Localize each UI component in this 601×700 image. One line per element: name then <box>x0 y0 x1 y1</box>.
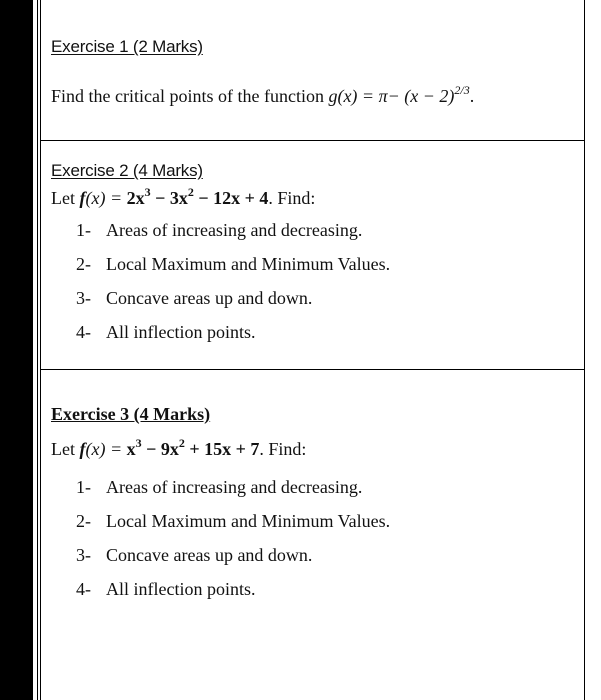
left-border-rule <box>37 0 38 700</box>
exercise-1-function: g(x) = π− (x − 2) <box>328 86 455 106</box>
exercise-3-title: Exercise 3 (4 Marks) <box>51 404 211 424</box>
exercise-3-function-line <box>51 436 307 460</box>
exercise-3-item-3-num: 3- <box>76 545 91 565</box>
section-divider-2 <box>41 369 584 370</box>
exercise-3-term1: x <box>126 439 136 459</box>
left-border-rule-inner <box>40 0 41 700</box>
left-black-edge <box>0 0 33 700</box>
exercise-3-item-3-text: Concave areas up and down. <box>106 545 313 565</box>
exercise-3-item-1-text: Areas of increasing and decreasing. <box>106 477 363 497</box>
exercise-2-term2: − 3x <box>150 188 188 208</box>
exercise-2-item-4-text: All inflection points. <box>106 322 256 342</box>
exercise-1-title: Exercise 1 (2 Marks) <box>51 37 203 56</box>
exercise-2-title: Exercise 2 (4 Marks) <box>51 161 203 180</box>
exercise-2-term3: − 12x + 4 <box>193 188 269 208</box>
exercise-2-power1: 3 <box>144 185 151 199</box>
exercise-2-item-4 <box>76 322 255 343</box>
exercise-3-item-2-num: 2- <box>76 511 91 531</box>
right-border-rule <box>584 0 585 700</box>
exercise-1-period: . <box>469 86 475 106</box>
exercise-1-prompt-text: Find the critical points of the function <box>51 86 329 106</box>
exercise-1-prompt <box>51 83 475 107</box>
exercise-2-item-3 <box>76 288 312 309</box>
exercise-3-item-1 <box>76 477 362 498</box>
exercise-2-item-3-text: Concave areas up and down. <box>106 288 313 308</box>
exercise-3-power2: 2 <box>178 436 185 450</box>
exercise-2-function-line <box>51 185 316 209</box>
exercise-2-item-1-text: Areas of increasing and decreasing. <box>106 220 363 240</box>
exercise-2-find: . Find: <box>268 188 316 208</box>
exercise-2-item-1-num: 1- <box>76 220 91 240</box>
exercise-3-item-2 <box>76 511 390 532</box>
exercise-2-item-2-num: 2- <box>76 254 91 274</box>
exercise-3-fname: f <box>79 439 86 459</box>
exercise-3-item-4-num: 4- <box>76 579 91 599</box>
exercise-2-item-4-num: 4- <box>76 322 91 342</box>
exercise-2-let: Let <box>51 188 80 208</box>
exercise-3-power1: 3 <box>135 436 142 450</box>
exercise-2-fx: (x) = <box>85 188 127 208</box>
exercise-3-item-4-text: All inflection points. <box>106 579 256 599</box>
exercise-2-item-2-text: Local Maximum and Minimum Values. <box>106 254 391 274</box>
exercise-3-find: . Find: <box>259 439 307 459</box>
exercise-2-item-2 <box>76 254 390 275</box>
exercise-3-item-2-text: Local Maximum and Minimum Values. <box>106 511 391 531</box>
exercise-1-exponent: 2/3 <box>454 83 470 97</box>
exercise-3-term3: + 15x + 7 <box>184 439 260 459</box>
exercise-2-power2: 2 <box>187 185 194 199</box>
section-divider-1 <box>41 140 584 141</box>
exercise-3-let: Let <box>51 439 80 459</box>
exercise-3-term2: − 9x <box>141 439 179 459</box>
exercise-2-item-1 <box>76 220 362 241</box>
exercise-2-term1: 2x <box>126 188 145 208</box>
exercise-3-item-4 <box>76 579 255 600</box>
exercise-3-item-3 <box>76 545 312 566</box>
exercise-3-fx: (x) = <box>85 439 127 459</box>
exercise-3-item-1-num: 1- <box>76 477 91 497</box>
exercise-2-fname: f <box>79 188 86 208</box>
exercise-2-item-3-num: 3- <box>76 288 91 308</box>
